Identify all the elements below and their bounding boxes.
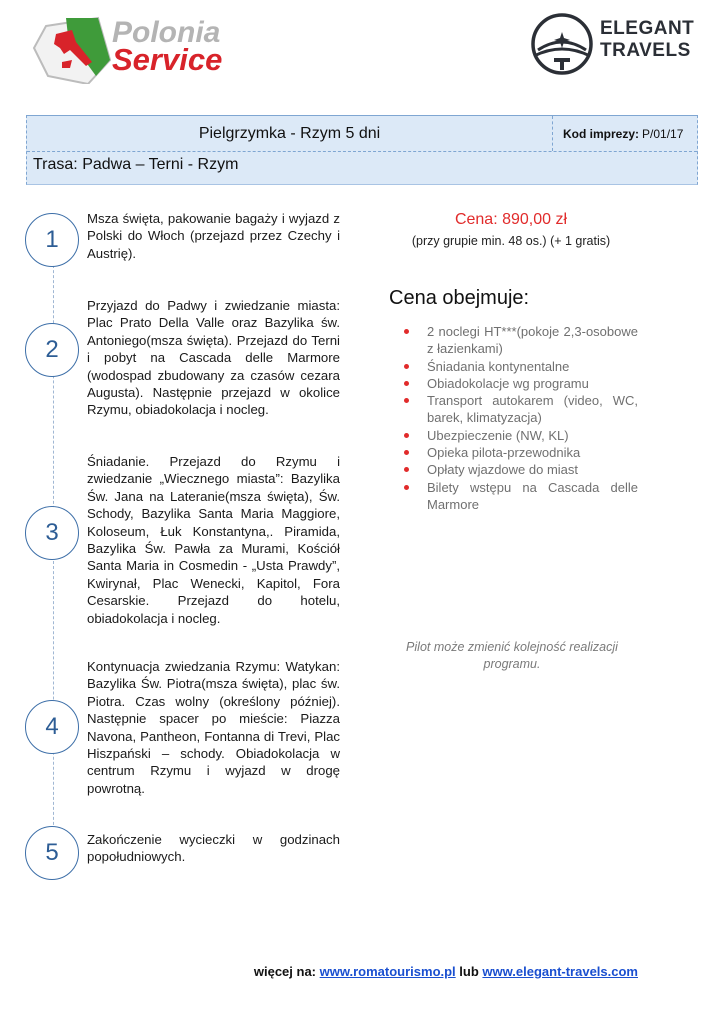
list-item: Opieka pilota-przewodnika [398, 444, 638, 461]
trip-code-value: P/01/17 [642, 126, 684, 141]
elegant-travels-logo [528, 12, 698, 78]
trip-route: Trasa: Padwa – Terni - Rzym [33, 156, 239, 173]
logo-service-text: Service [112, 42, 223, 77]
bullet-icon [404, 485, 409, 490]
day-5-description: Zakończenie wycieczki w godzinach popołudniowych. [87, 832, 340, 865]
list-item: Bilety wstępu na Cascada delle Marmore [398, 479, 638, 514]
trip-code [563, 116, 683, 151]
day-2-description: Przyjazd do Padwy i zwiedzanie miasta: Plac Prato Della Valle oraz Bazylika św. Antoniego(msza święta). Przejazd do Terni i pobyt na Cascada delle Marmore (wodospad zbudowany za czasów cezara Augusta). Następnie przejazd w okolice Rzymu, obiadokolacja i nocleg. [87, 298, 340, 418]
list-item: Transport autokarem (video, WC, barek, klimatyzacja) [398, 392, 638, 427]
list-item: Opłaty wjazdowe do miast [398, 461, 638, 478]
logo-elegant-text: ELEGANT [600, 18, 695, 39]
price-note: (przy grupie min. 48 os.) (+ 1 gratis) [411, 234, 611, 248]
header-title-row [27, 116, 697, 152]
bullet-icon [404, 398, 409, 403]
footer-prefix: więcej na: [253, 964, 317, 979]
bullet-icon [404, 467, 409, 472]
compass-logo-icon [530, 12, 594, 76]
logo-elegant-travels-text [600, 18, 694, 62]
day-2-number: 2 [25, 323, 79, 377]
bullet-icon [404, 364, 409, 369]
bullet-icon [404, 329, 409, 334]
day-1-number: 1 [25, 213, 79, 267]
list-item: Obiadokolacje wg programu [398, 375, 638, 392]
day-3-number: 3 [25, 506, 79, 560]
includes-title: Cena obejmuje: [389, 287, 530, 309]
list-item: 2 noclegi HT***(pokoje 2,3-osobowe z łazienkami) [398, 323, 638, 358]
elegant-travels-link[interactable]: www.elegant-travels.com [482, 964, 638, 979]
price-value: Cena: 890,00 zł [454, 211, 568, 228]
list-item: Śniadania kontynentalne [398, 358, 638, 375]
day-5-number: 5 [25, 826, 79, 880]
footer [0, 964, 638, 979]
day-3-description: Śniadanie. Przejazd do Rzymu i zwiedzanie „Wiecznego miasta”: Bazylika Św. Jana na Lateranie(msza święta), Św. Schody, Bazylika Santa Maria Maggiore, Koloseum, Łuk Konstantyna,. Piramida, Bazylika Św. Pawła za Murami, Kościół Santa Maria in Cosmedin - „Usta Prawdy”, Kwirynał, Plac Wenecki, Kapitol, Fora Cesarskie. Przejazd do hotelu, obiadokolacja i nocleg. [87, 454, 340, 626]
polonia-service-logo [32, 14, 232, 84]
day-1-description: Msza święta, pakowanie bagaży i wyjazd z Polski do Włoch (przejazd przez Czechy i Austrię). [87, 211, 340, 261]
day-4-number: 4 [25, 700, 79, 754]
trip-title: Pielgrzymka - Rzym 5 dni [27, 116, 553, 151]
italy-map-icon [32, 14, 112, 84]
bullet-icon [404, 433, 409, 438]
romatourismo-link[interactable]: www.romatourismo.pl [319, 964, 456, 979]
bullet-icon [404, 381, 409, 386]
pilot-note: Pilot może zmienić kolejność realizacji programu. [406, 640, 618, 671]
footer-middle: lub [459, 964, 479, 979]
includes-list [398, 323, 638, 513]
logo-travels-text: TRAVELS [600, 40, 691, 61]
bullet-icon [404, 450, 409, 455]
logo-polonia-text: Polonia [112, 16, 221, 49]
list-item: Ubezpieczenie (NW, KL) [398, 427, 638, 444]
trip-header-table [26, 115, 698, 185]
trip-code-label: Kod imprezy: [563, 126, 640, 141]
day-4-description: Kontynuacja zwiedzania Rzymu: Watykan: Bazylika Św. Piotra(msza święta), plac św. Piotra. Czas wolny (określony później). Następnie spacer po mieście: Piazza Navona, Pantheon, Fontanna di Trevi, Plac Hiszpański – schody. Obiadokolacja w centrum Rzymu i wyjazd w drogę powrotną. [87, 659, 340, 796]
